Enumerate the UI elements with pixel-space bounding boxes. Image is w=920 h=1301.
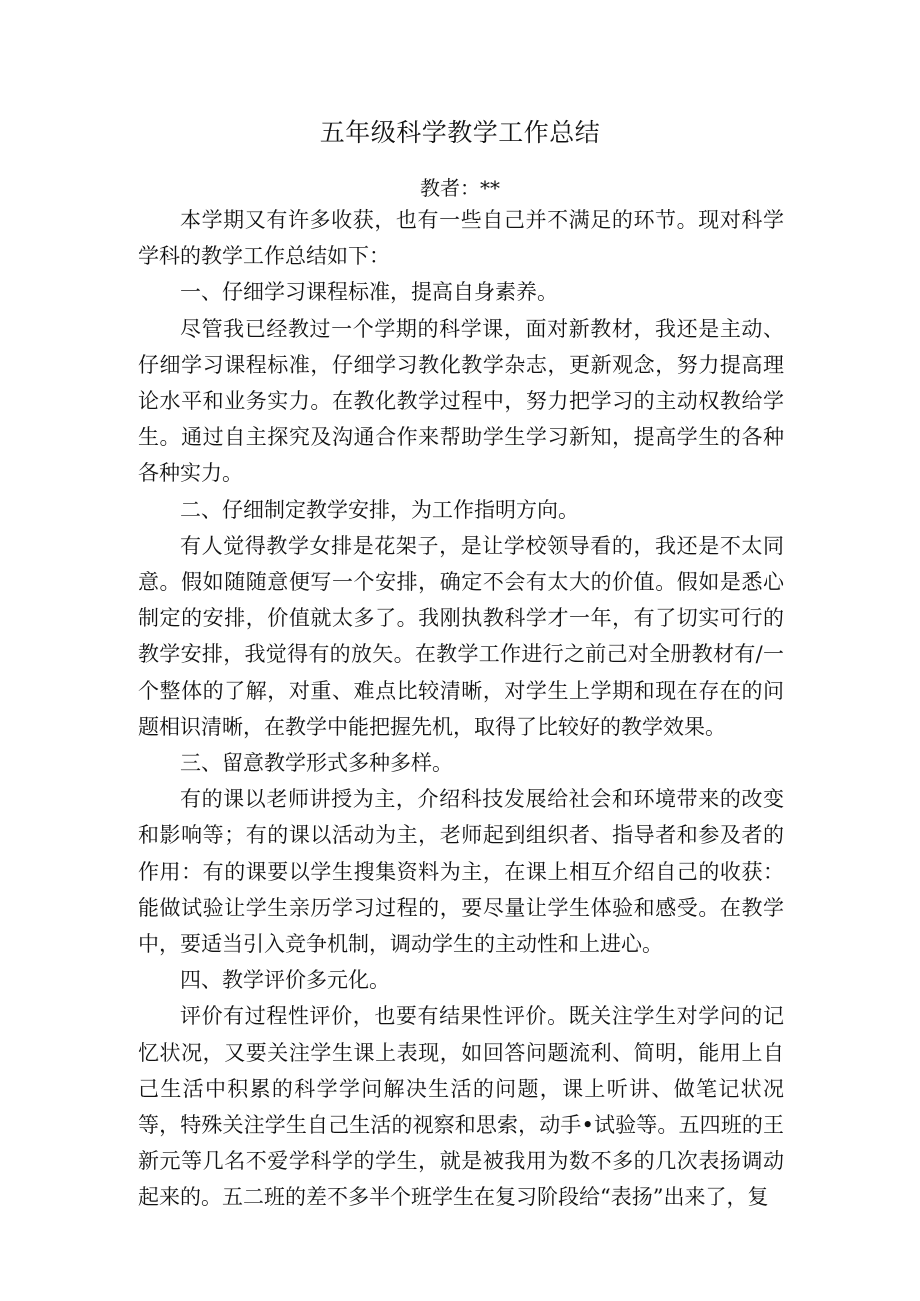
section-body-3: 有的课以老师讲授为主，介绍科技发展给社会和环境带来的改变和影响等；有的课以活动为主，老师起到组织者、指导者和参及者的作用：有的课要以学生搜集资料为主，在课上相互介绍自己的收获：能做试验让学生亲历学习过程的，要尽量让学生体验和感受。在教学中，要适当引入竞争机制，调动学生的主动性和上进心。 [138, 787, 784, 957]
section-body-1: 尽管我已经教过一个学期的科学课，面对新教材，我还是主动、仔细学习课程标准，仔细学习教化教学杂志，更新观念，努力提高理论水平和业务实力。在教化教学过程中，努力把学习的主动权教给学生。通过自主探究及沟通合作来帮助学生学习新知，提高学生的各种各种实力。 [138, 316, 784, 486]
author-line [0, 172, 920, 201]
section-body-4: 评价有过程性评价，也要有结果性评价。既关注学生对学问的记忆状况，又要关注学生课上表现，如回答问题流利、简明，能用上自己生活中积累的科学学问解决生活的问题，课上听讲、做笔记状况等，特殊关注学生自己生活的视察和思索，动手•试验等。五四班的王新元等几名不爱学科学的学生，就是被我用为数不多的几次表扬调动起来的。五二班的差不多半个班学生在复习阶段给“表扬”出来了，复 [138, 1004, 784, 1210]
section-heading-1: 一、仔细学习课程标准，提高自身素养。 [180, 280, 558, 305]
section-body-2: 有人觉得教学女排是花架子，是让学校领导看的，我还是不太同意。假如随随意便写一个安排，确定不会有太大的价值。假如是悉心制定的安排，价值就太多了。我刚执教科学才一年，有了切实可行的教学安排，我觉得有的放矢。在教学工作进行之前己对全册教材有/一个整体的了解，对重、难点比较清晰，对学生上学期和现在存在的问题相识清晰，在教学中能把握先机，取得了比较好的教学效果。 [138, 533, 784, 739]
section-heading-4: 四、教学评价多元化。 [180, 968, 390, 993]
section-heading-2: 二、仔细制定教学安排，为工作指明方向。 [180, 497, 579, 522]
section-heading-3: 三、留意教学形式多种多样。 [180, 751, 453, 776]
page-title: 五年级科学教学工作总结 [319, 118, 601, 147]
document-body [138, 202, 784, 1210]
author-text: 教者：** [420, 176, 500, 200]
intro-paragraph: 本学期又有许多收获，也有一些自己并不满足的环节。现对科学学科的教学工作总结如下： [138, 208, 784, 269]
